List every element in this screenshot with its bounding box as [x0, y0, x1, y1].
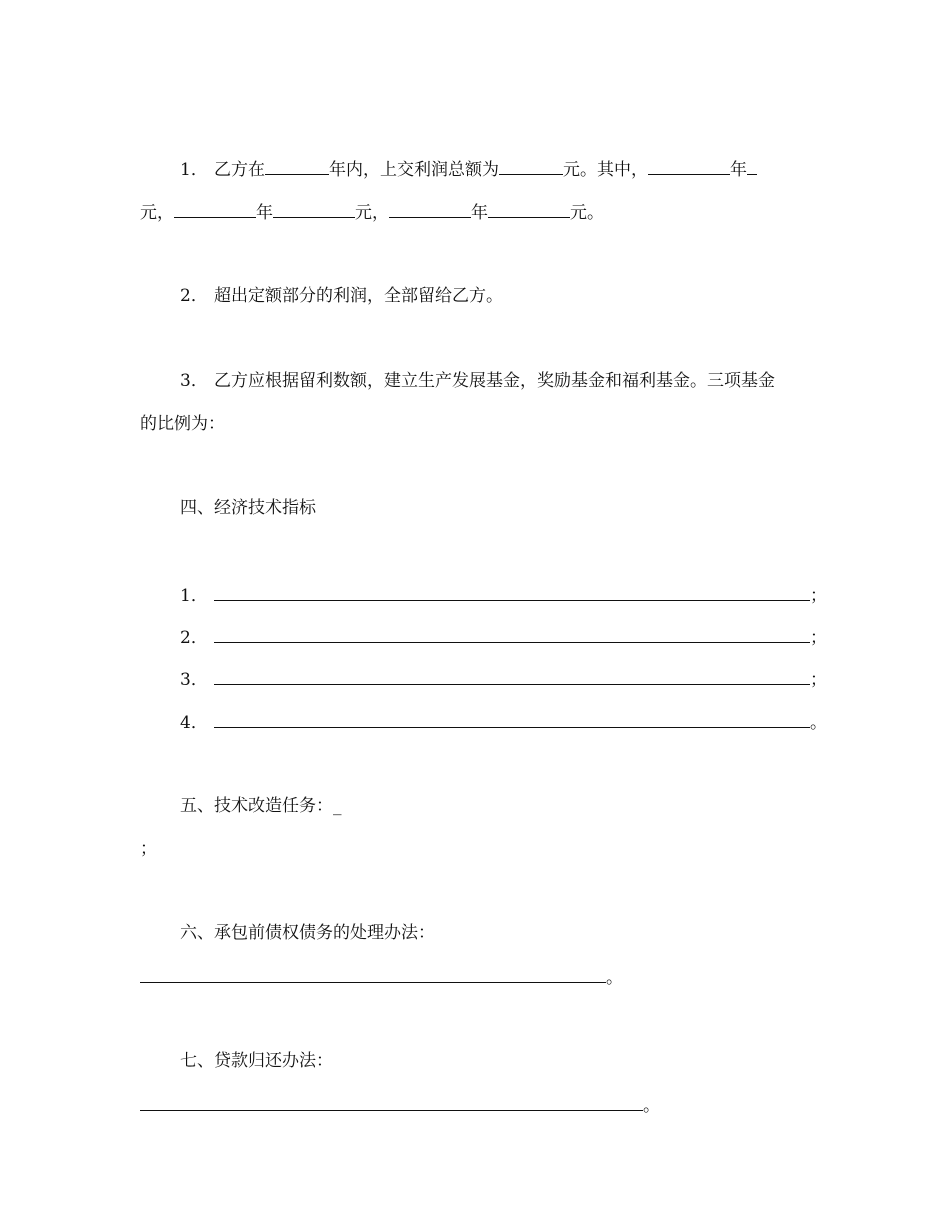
years-blank[interactable]	[265, 156, 329, 175]
debt-handling-blank[interactable]	[140, 964, 606, 983]
indicator-4-end: 。	[810, 713, 827, 733]
item-3-text-2: 的比例为：	[140, 414, 225, 434]
item-1-number: 1．	[180, 160, 208, 180]
indicator-2-number: 2．	[180, 628, 208, 648]
indicator-2-blank[interactable]	[214, 624, 810, 643]
indicator-1-end: ；	[810, 586, 827, 606]
section-5-end: ；	[140, 839, 157, 859]
year-1-blank[interactable]	[648, 156, 730, 175]
year-2-blank[interactable]	[174, 199, 256, 218]
section-6-end: 。	[606, 968, 623, 988]
loan-repayment-blank[interactable]	[140, 1092, 643, 1111]
item-3-number: 3．	[180, 371, 208, 391]
item-1-text-b: 年内，上交利润总额为	[329, 160, 499, 180]
indicator-item-1	[180, 582, 827, 608]
item-1-text-d: 年	[730, 160, 747, 180]
section-7-answer-line	[140, 1092, 660, 1118]
item-2-text: 超出定额部分的利润，全部留给乙方。	[214, 286, 503, 306]
section-4-heading: 四、经济技术指标	[180, 498, 316, 518]
indicator-3-end: ；	[810, 670, 827, 690]
item-1-line-2	[140, 199, 604, 225]
indicator-1-number: 1．	[180, 586, 208, 606]
indicator-4-number: 4．	[180, 713, 208, 733]
indicator-item-2	[180, 624, 827, 650]
indicator-4-blank[interactable]	[214, 709, 810, 728]
indicator-item-4	[180, 709, 827, 735]
item-1-text-c: 元。其中，	[563, 160, 648, 180]
item-1-text-f: 年	[256, 203, 273, 223]
section-7-heading: 七、贷款归还办法：	[180, 1051, 333, 1071]
section-7-end: 。	[643, 1096, 660, 1116]
item-3-line-2	[140, 412, 225, 436]
item-3-text-1: 乙方应根据留利数额，建立生产发展基金，奖励基金和福利基金。三项基金	[214, 371, 775, 391]
amount-3-blank[interactable]	[488, 199, 570, 218]
item-2-number: 2．	[180, 286, 208, 306]
indicator-3-blank[interactable]	[214, 666, 810, 685]
indicator-3-number: 3．	[180, 670, 208, 690]
total-profit-blank[interactable]	[499, 156, 563, 175]
indicator-2-end: ；	[810, 628, 827, 648]
section-5-heading: 五、技术改造任务：_	[180, 796, 342, 816]
item-3-line-1	[180, 369, 775, 393]
item-1-text-e: 元，	[140, 203, 174, 223]
section-6-answer-line	[140, 964, 623, 990]
indicator-item-3	[180, 666, 827, 692]
amount-1-blank[interactable]	[747, 156, 757, 175]
item-2-line	[180, 284, 503, 308]
amount-2-blank[interactable]	[273, 199, 355, 218]
section-6-heading: 六、承包前债权债务的处理办法：	[180, 923, 435, 943]
item-1-text-g: 元，	[355, 203, 389, 223]
indicator-1-blank[interactable]	[214, 582, 810, 601]
item-1-text-h: 年	[471, 203, 488, 223]
item-1-line-1	[180, 156, 757, 182]
year-3-blank[interactable]	[389, 199, 471, 218]
item-1-text-a: 乙方在	[214, 160, 265, 180]
item-1-text-i: 元。	[570, 203, 604, 223]
